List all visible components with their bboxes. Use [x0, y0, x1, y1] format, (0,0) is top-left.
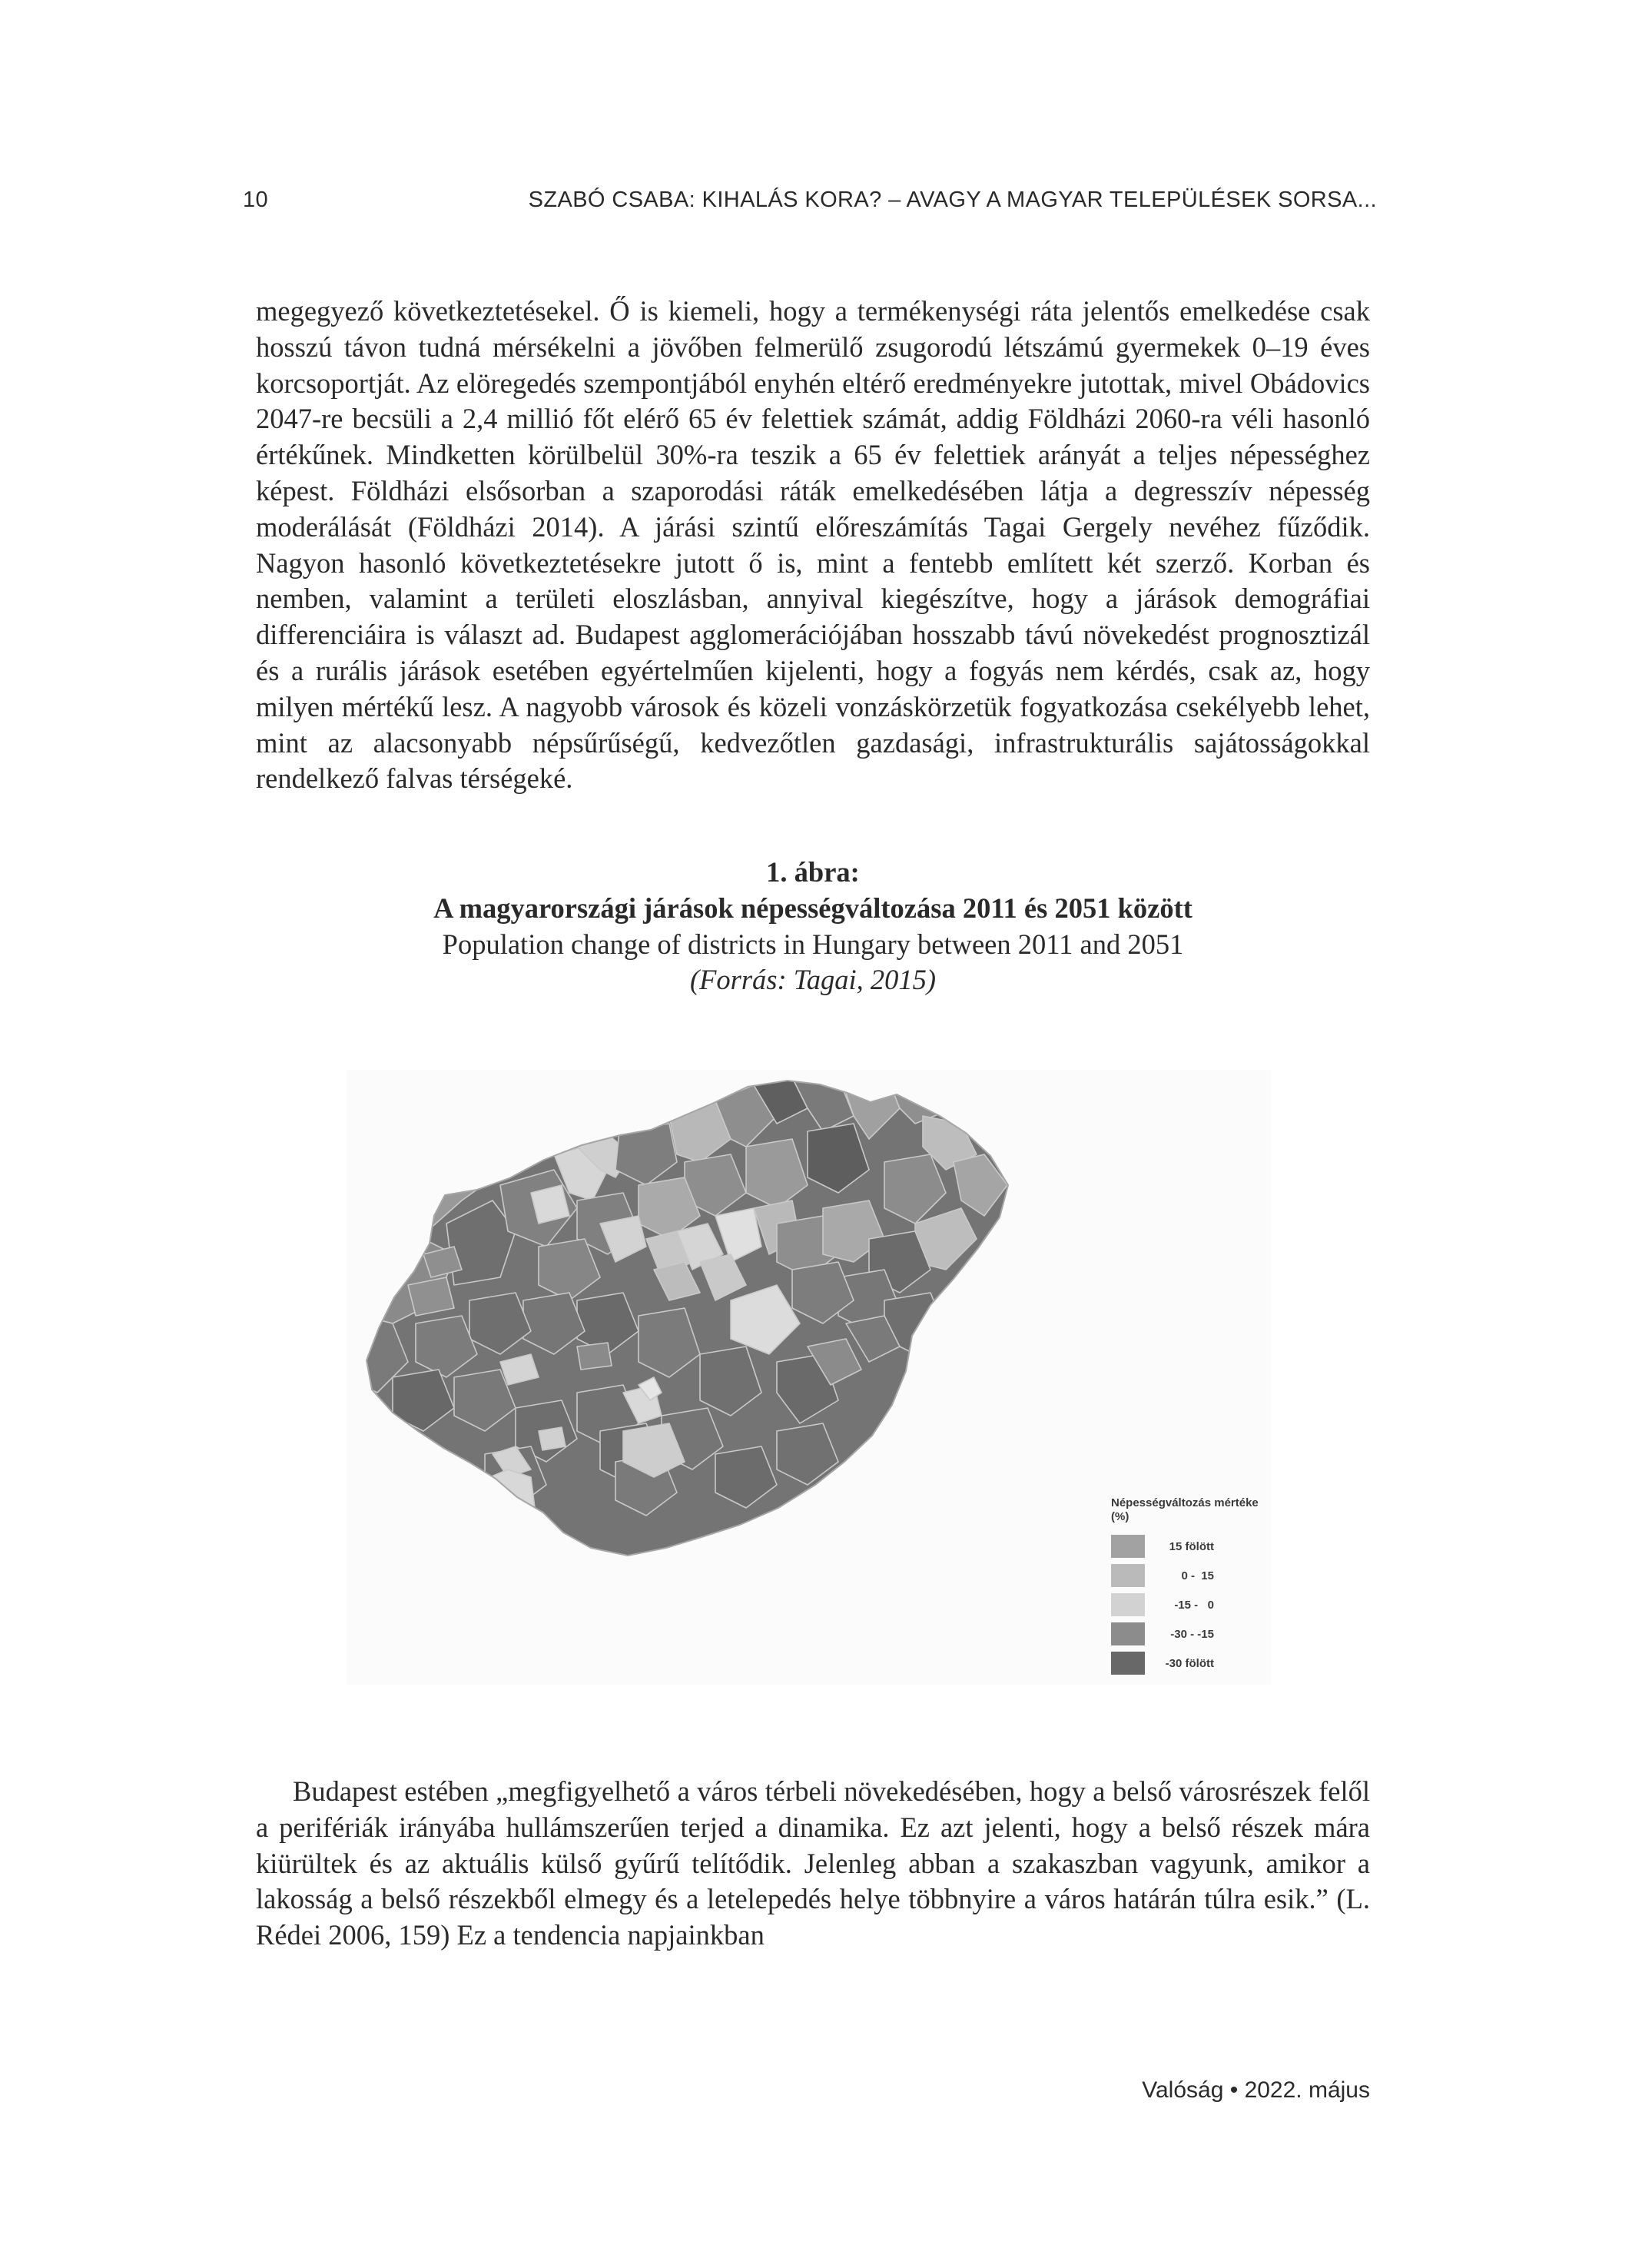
page-footer: Valóság • 2022. május — [1142, 2077, 1370, 2103]
district-population-map — [347, 1070, 1271, 1685]
legend-item — [1111, 1621, 1265, 1650]
legend-swatch — [1111, 1564, 1145, 1587]
legend-swatch — [1111, 1622, 1145, 1645]
figure-source: (Forrás: Tagai, 2015) — [689, 964, 937, 996]
page-number: 10 — [243, 188, 269, 212]
running-head: SZABÓ CSABA: KIHALÁS KORA? – AVAGY A MAGYAR TELEPÜLÉSEK SORSA... — [528, 188, 1377, 212]
legend-swatch — [1111, 1593, 1145, 1616]
map-legend — [1111, 1496, 1265, 1679]
body-paragraph: megegyező következtetésekel. Ő is kiemeli, hogy a termékenységi ráta jelentős emelkedése csak hosszú távon tudná mérsékelni a jövőben felmerülő zsugorodú létszámú gyermekek 0–19 éves korcsoportját. Az elöregedés szempontjából enyhén eltérő eredményekre jutottak, mivel Obádovics 2047-re becsüli a 2,4 millió főt elérő 65 év felettiek számát, addig Földházi 2060-ra véli hasonló értékűnek. Mindketten körülbelül 30%-ra teszik a 65 év felettiek arányát a teljes népességhez képest. Földházi elsősorban a szaporodási ráták emelkedésében látja a degresszív népesség moderálását (Földházi 2014). A járási szintű előreszámítás Tagai Gergely nevéhez fűződik. Nagyon hasonló következtetésekre jutott ő is, mint a fentebb említett két szerző. Korban és nemben, valamint a területi eloszlásban, annyival kiegészítve, hogy a járások demográfiai differenciáira is választ ad. Budapest agglomerációjában hosszabb távú növekedést prognosztizál és a rurális járások esetében egyértelműen kijelenti, hogy a fogyás nem kérdés, csak az, hogy milyen mértékű lesz. A nagyobb városok és közeli vonzáskörzetük fogyatkozása csekélyebb lehet, mint az alacsonyabb népsűrűségű, kedvezőtlen gazdasági, infrastrukturális sajátosságokkal rendelkező falvas térségeké. — [256, 295, 1370, 795]
figure-title-hu: A magyarországi járások népességváltozása 2011 és 2051 között — [433, 892, 1192, 924]
legend-label: 15 fölött — [1169, 1540, 1214, 1553]
figure-number: 1. ábra: — [766, 856, 860, 888]
legend-label: 0 - 15 — [1181, 1569, 1214, 1582]
running-header — [243, 188, 1377, 218]
legend-item — [1111, 1650, 1265, 1679]
legend-swatch — [1111, 1652, 1145, 1675]
figure-title-en: Population change of districts in Hungary between 2011 and 2051 — [442, 928, 1184, 960]
legend-item — [1111, 1592, 1265, 1621]
legend-item — [1111, 1562, 1265, 1592]
body-paragraph: Budapest estében „megfigyelhető a város térbeli növekedésében, hogy a belső városrészek felől a perifériák irányába hullámszerűen terjed a dinamika. Ez azt jelenti, hogy a belső részek mára kiürültek és az aktuális külső gyűrű telítődik. Jelenleg abban a szakaszban vagyunk, amikor a lakosság a belső részekből elmegy és a letelepedés helye többnyire a város határán túlra esik.” (L. Rédei 2006, 159) Ez a tendencia napjainkban — [256, 1775, 1370, 1951]
figure-caption — [256, 855, 1370, 998]
legend-label: -30 fölött — [1165, 1657, 1214, 1670]
legend-swatch — [1111, 1535, 1145, 1558]
legend-title: Népességváltozás mértéke (%) — [1111, 1496, 1259, 1523]
legend-label: -15 - 0 — [1174, 1599, 1214, 1612]
legend-item — [1111, 1533, 1265, 1562]
legend-label: -30 - -15 — [1170, 1628, 1214, 1641]
